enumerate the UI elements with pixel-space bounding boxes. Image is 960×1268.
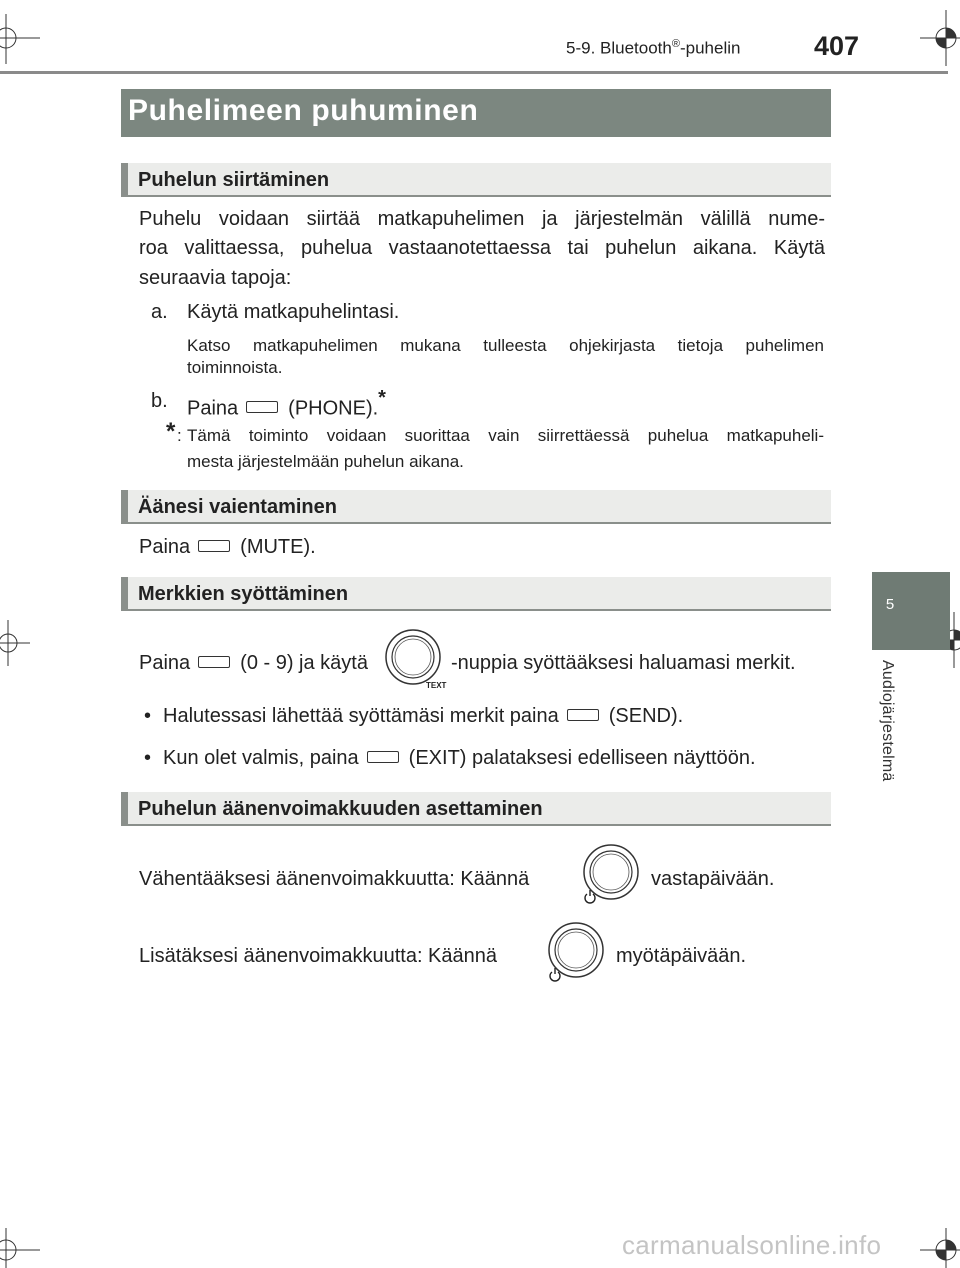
section-heading-volume-text: Puhelun äänenvoimakkuuden asettaminen — [138, 798, 543, 820]
section-heading-entry-text: Merkkien syöttäminen — [138, 583, 349, 605]
page-title: Puhelimeen puhuminen — [128, 94, 479, 127]
bullet-1-prefix: Halutessasi lähettää syöttämäsi merkit paina — [163, 705, 559, 727]
chapter-label: Audiojärjestelmä — [879, 660, 896, 782]
bullet-1-suffix: (SEND). — [608, 705, 684, 727]
chapter-number: 5 — [885, 596, 895, 613]
mute-instruction — [139, 532, 316, 562]
volume-decrease-prefix: Vähentääksesi äänenvoimakkuutta: Käännä — [139, 868, 530, 890]
text-knob-label: TEXT — [426, 681, 447, 690]
section-heading-entry — [121, 577, 831, 611]
crop-mark-bottom-left — [0, 1228, 40, 1268]
registered-mark: ® — [671, 38, 680, 50]
crop-mark-top-left — [0, 14, 40, 64]
item-a-note-line-1: Katso matkapuhelimen mukana tulleesta ohjekirjasta tietoja puhelimen — [187, 336, 824, 355]
crop-mark-bottom-right — [920, 1228, 960, 1268]
crop-mark-top-right — [920, 10, 960, 66]
item-a-text: Käytä matkapuhelintasi. — [187, 301, 400, 323]
item-a-marker: a. — [151, 301, 168, 323]
transfer-intro-line-2: roa valittaessa, puhelua vastaanotettaessa tai puhelun aikana. Käytä — [139, 237, 825, 259]
section-heading-transfer — [121, 163, 831, 197]
entry-prefix-line — [139, 648, 368, 678]
volume-decrease-suffix: vastapäivään. — [651, 868, 775, 890]
item-a-note-line-2: toiminnoista. — [187, 358, 283, 377]
digit-button-icon — [198, 656, 230, 668]
item-b-suffix: (PHONE). — [288, 397, 379, 420]
transfer-intro-line-1: Puhelu voidaan siirtää matkapuhelimen ja järjestelmän välillä nume- — [139, 208, 825, 230]
running-header-prefix: 5-9. Bluetooth — [566, 38, 672, 58]
header-rule — [0, 71, 948, 74]
item-b-asterisk: * — [378, 387, 386, 409]
footnote-line-1: Tämä toiminto voidaan suorittaa vain siirrettäessä puhelua matkapuheli- — [187, 426, 824, 445]
mute-suffix: (MUTE). — [240, 536, 316, 558]
crop-mark-mid-left — [0, 620, 30, 666]
exit-button-icon — [367, 751, 399, 763]
footnote-asterisk: * — [166, 418, 176, 445]
section-heading-transfer-text: Puhelun siirtäminen — [138, 169, 330, 191]
volume-increase-prefix: Lisätäksesi äänenvoimakkuutta: Käännä — [139, 945, 498, 967]
page-number: 407 — [814, 31, 860, 61]
watermark: carmanualsonline.info — [622, 1230, 882, 1260]
item-b-marker: b. — [151, 390, 168, 412]
bullet-1-marker: • — [144, 705, 152, 727]
entry-prefix: Paina — [139, 652, 191, 674]
item-b-prefix: Paina — [187, 397, 239, 420]
bullet-2-text — [163, 743, 756, 773]
bullet-1-text — [163, 701, 683, 731]
footnote-line-2: mesta järjestelmään puhelun aikana. — [187, 452, 464, 471]
send-button-icon — [567, 709, 599, 721]
section-heading-mute-text: Äänesi vaientaminen — [138, 496, 337, 518]
item-b-line — [187, 386, 386, 424]
volume-increase-suffix: myötäpäivään. — [616, 945, 747, 967]
text-knob-icon — [384, 628, 448, 690]
power-volume-knob-icon-2 — [544, 921, 608, 983]
section-heading-volume — [121, 792, 831, 826]
phone-button-icon — [246, 401, 278, 413]
transfer-intro-line-3: seuraavia tapoja: — [139, 267, 292, 289]
bullet-2-prefix: Kun olet valmis, paina — [163, 747, 359, 769]
bullet-2-marker: • — [144, 747, 152, 769]
mute-button-icon — [198, 540, 230, 552]
entry-middle: (0 - 9) ja käytä — [240, 652, 368, 674]
running-header — [566, 38, 740, 59]
bullet-2-suffix: (EXIT) palataksesi edelliseen näyttöön. — [408, 747, 756, 769]
section-heading-mute — [121, 490, 831, 524]
entry-suffix: -nuppia syöttääksesi haluamasi merkit. — [451, 652, 796, 674]
running-header-suffix: -puhelin — [679, 38, 741, 58]
mute-prefix: Paina — [139, 536, 191, 558]
power-volume-knob-icon — [579, 843, 643, 905]
footnote-colon: : — [177, 426, 182, 445]
